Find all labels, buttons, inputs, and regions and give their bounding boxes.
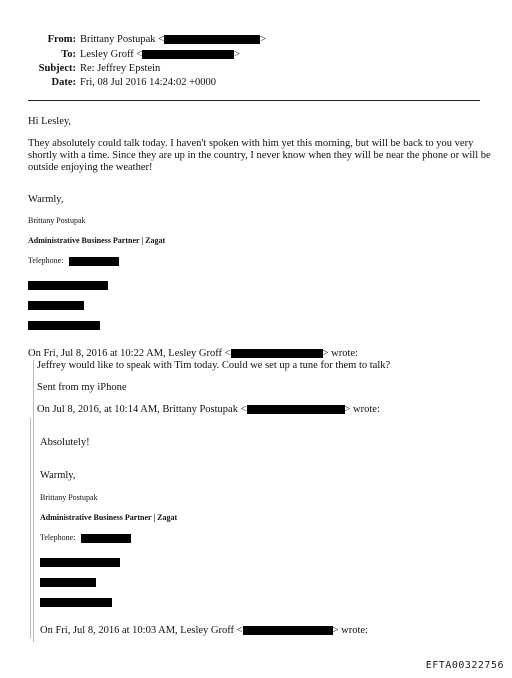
body-line: shortly with a time. Since they are up in the country, I never know when they will be near the phone or will be	[28, 150, 491, 161]
signature-name: Brittany Postupak	[28, 216, 86, 225]
redaction-block	[28, 301, 84, 310]
quote-bar	[33, 360, 34, 642]
signature-redaction	[28, 296, 84, 314]
redaction-block	[247, 405, 345, 414]
attribution-text: On Fri, Jul 8, 2016 at 10:22 AM, Lesley Groff <	[28, 348, 231, 359]
signature-phone	[40, 533, 131, 543]
redaction-block	[142, 50, 234, 59]
body-line: outside enjoying the weather!	[28, 162, 153, 173]
closing: Warmly,	[40, 470, 76, 481]
signature-phone	[28, 256, 119, 266]
attribution-tail: > wrote:	[344, 404, 380, 415]
redaction-block	[164, 35, 260, 44]
closing: Warmly,	[28, 194, 64, 205]
redaction-block	[40, 558, 120, 567]
signature-redaction	[40, 573, 96, 591]
greeting: Hi Lesley,	[28, 116, 72, 127]
to-value	[80, 49, 240, 60]
to-name: Lesley Groff <	[80, 49, 143, 60]
quote-line: Absolutely!	[40, 437, 90, 448]
header-divider	[28, 100, 480, 101]
redaction-block	[28, 281, 108, 290]
quote-line: Sent from my iPhone	[37, 382, 127, 393]
quote-attribution	[40, 625, 368, 637]
date-label: Date:	[51, 77, 76, 88]
redaction-block	[40, 578, 96, 587]
from-name: Brittany Postupak <	[80, 34, 165, 45]
document-id: EFTA00322756	[425, 660, 504, 671]
quote-attribution	[28, 348, 358, 360]
signature-title: Administrative Business Partner | Zagat	[28, 236, 166, 245]
redaction-block	[40, 598, 112, 607]
phone-label: Telephone:	[28, 256, 64, 265]
from-value	[80, 34, 266, 45]
to-label: To:	[61, 49, 76, 60]
attribution-tail: > wrote:	[332, 625, 368, 636]
from-tail: >	[260, 34, 267, 45]
attribution-text: On Fri, Jul 8, 2016 at 10:03 AM, Lesley Groff <	[40, 625, 243, 636]
subject-label: Subject:	[38, 63, 76, 74]
signature-redaction	[40, 553, 120, 571]
from-label: From:	[47, 34, 76, 45]
signature-redaction	[28, 276, 108, 294]
signature-name: Brittany Postupak	[40, 493, 98, 502]
redaction-block	[28, 321, 100, 330]
subject-value: Re: Jeffrey Epstein	[80, 63, 161, 74]
attribution-tail: > wrote:	[322, 348, 358, 359]
quote-bar	[30, 418, 31, 638]
signature-title: Administrative Business Partner | Zagat	[40, 513, 178, 522]
signature-redaction	[28, 316, 100, 334]
to-tail: >	[234, 49, 241, 60]
redaction-block	[243, 626, 333, 635]
date-value: Fri, 08 Jul 2016 14:24:02 +0000	[80, 77, 217, 88]
signature-redaction	[40, 593, 112, 611]
redaction-block	[231, 349, 323, 358]
quote-line: Jeffrey would like to speak with Tim today. Could we set up a tune for them to talk?	[37, 360, 391, 371]
redaction-block	[81, 534, 131, 543]
phone-label: Telephone:	[40, 533, 76, 542]
redaction-block	[69, 257, 119, 266]
body-line: They absolutely could talk today. I haven't spoken with him yet this morning, but will be back to you very	[28, 138, 474, 149]
attribution-text: On Jul 8, 2016, at 10:14 AM, Brittany Postupak <	[37, 404, 247, 415]
quote-attribution	[37, 404, 380, 416]
